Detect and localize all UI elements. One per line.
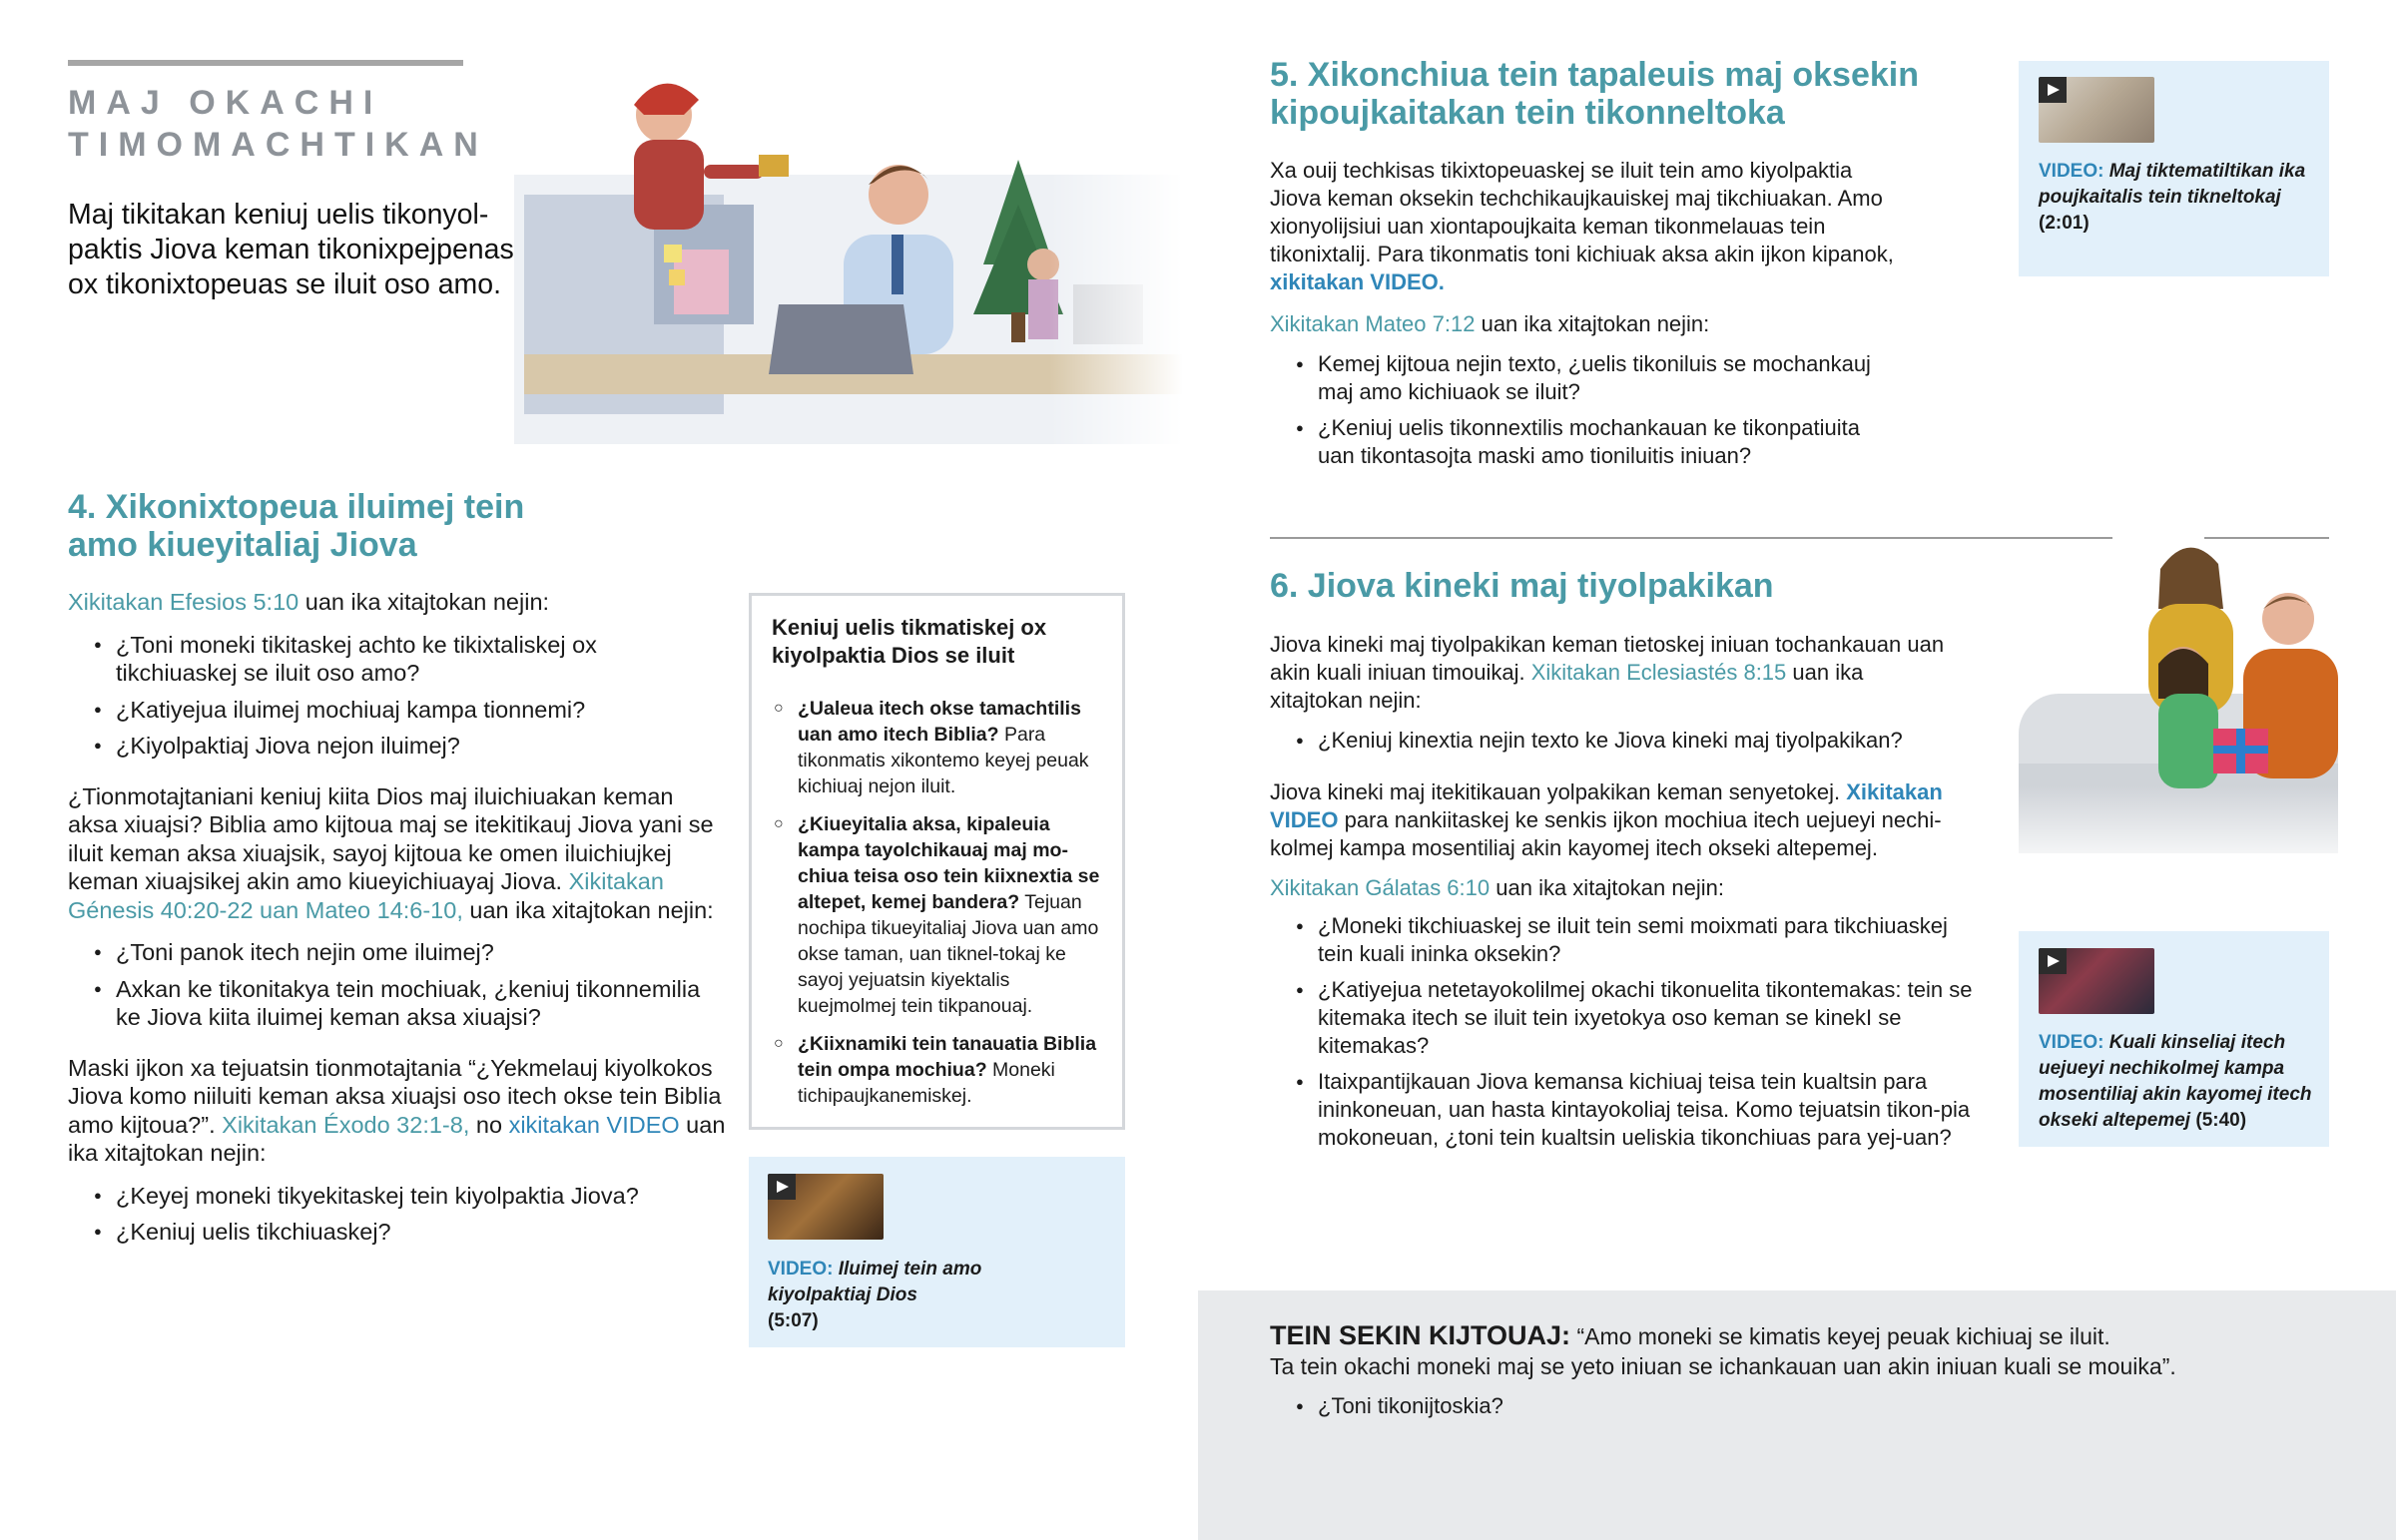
list-item: ● ¿Toni tikonijtoskia? (1270, 1392, 2268, 1420)
video-card-2[interactable] (2019, 61, 2329, 276)
scripture-link-galatas[interactable]: Xikitakan Gálatas 6:10 (1270, 875, 1491, 900)
list-item: ● ¿Katiyejua netetayokolilmej okachi tikonuelita tikontemakas: tein se kitemaka itech se iluit tein ixyetokya oso keman se kinekI se kitemakas? (1270, 976, 1979, 1060)
section6-para2-text: Jiova kineki maj itekitikauan yolpakikan keman senyetokej. (1270, 779, 1847, 804)
section5-heading (1270, 56, 1969, 132)
read1-rest: uan ika xitajtokan nejin: (299, 589, 550, 615)
sidebox-question: ¿Kiixnamiki tein tanauatia Biblia tein ompa mochiua? (798, 1033, 1097, 1081)
video-link[interactable]: Xikitakan VIDEO (1270, 779, 1943, 832)
sidebox-answer: Tejuan nochipa tikueyitaliaj Jiova uan amo okse taman, uan tiknel-tokaj ke sayoj yejuatsin kiyektalis kuejmolmej tein tikpanouaj. (798, 891, 1099, 1017)
video-duration: (5:07) (768, 1310, 819, 1331)
section5-para-text: Xa ouij techkisas tikixtopeuaskej se iluit tein amo kiyolpaktia Jiova keman oksekin techchikaujkauiskej maj tikchiuakan. Amo xionyolijsiui uan xiontapoujkaita keman tikonmelauas tein tikonixtalij. Para tikonmatis toni kichiuak aksa akin ijkon kipanok, (1270, 158, 1894, 266)
section6-read (1270, 874, 1979, 902)
para1-rest: uan ika xitajtokan nejin: (462, 896, 714, 923)
sidebox-question: ¿Kiueyitalia aksa, kipaleuia kampa tayolchikauaj maj mo-chiua teisa oso tein kiixnextia se altepet, kemej bandera? (798, 813, 1100, 913)
section6-read-rest: uan ika xitajtokan nejin: (1490, 875, 1724, 900)
para2-rest: uan ika xitajtokan nejin: (68, 1111, 726, 1166)
page-title (68, 82, 488, 166)
list-item (772, 1031, 1100, 1109)
para2-mid: no (469, 1111, 509, 1138)
video-caption (2039, 159, 2318, 237)
section6-paragraph1 (1270, 631, 1979, 715)
section4-body (68, 588, 727, 1255)
page-title-line1: MAJ OKACHI (68, 84, 383, 122)
list-item: ● ¿Keniuj kinextia nejin texto ke Jiova kineki maj tiyolpakikan? (1270, 727, 1979, 755)
scripture-link-eclesiastes[interactable]: Xikitakan Eclesiastés 8:15 (1530, 660, 1787, 685)
play-icon (2039, 77, 2067, 103)
section4-questions2 (68, 938, 727, 1032)
video-tag: VIDEO: (2039, 161, 2104, 182)
video-caption (768, 1257, 987, 1334)
list-item (772, 696, 1100, 799)
para1-text: ¿Tionmotajtaniani keniuj kiita Dios maj iluichiuakan keman aksa xiuajsi? Biblia amo kijtoua maj se itekitikauj Jiova yani se iluit keman aksa xiuajsik, sayoj kijtoua ke omen iluichiujkej keman xiuajsikej akin amo kiueyichiuayaj Jiova. (68, 782, 714, 894)
section6-questions2 (1270, 912, 1979, 1152)
play-icon (2039, 948, 2067, 974)
footer-panel (1198, 1290, 2396, 1540)
video-title: Kuali kinseliaj itech uejueyi nechikolmej kampa mosentiliaj akin kayomej itech okseki altepemej (2039, 1032, 2312, 1131)
section5-heading-line1: 5. Xikonchiua tein tapaleuis maj oksekin (1270, 56, 1920, 94)
section5-questions (1270, 350, 1909, 470)
video-title: Iluimej tein amo kiyolpaktiaj Dios (768, 1259, 982, 1305)
section6-para1-text: Jiova kineki maj tiyolpakikan keman tietoskej iniuan tochankauan uan akin kuali iniuan timouikaj. (1270, 632, 1945, 685)
section4-read1 (68, 588, 727, 617)
section4-questions3 (68, 1182, 727, 1247)
list-item: ● ¿Keyej moneki tikyekitaskej tein kiyolpaktia Jiova? (68, 1182, 727, 1211)
section6-questions1 (1270, 727, 1979, 755)
video-link[interactable]: xikitakan VIDEO. (1270, 269, 1445, 294)
list-item: ● ¿Katiyejua iluimej mochiuaj kampa tionnemi? (68, 696, 667, 725)
section4-paragraph2 (68, 1054, 727, 1168)
video-thumbnail[interactable] (768, 1174, 884, 1240)
section5-heading-line2: kipoujkaitakan tein tikonneltoka (1270, 94, 1785, 132)
video-thumbnail[interactable] (2039, 948, 2154, 1014)
list-item: ● Axkan ke tikonitakya tein mochiuak, ¿keniuj tikonnemilia ke Jiova kiita iluimej keman aksa xiuajsi? (68, 975, 727, 1032)
section6-body (1270, 631, 1979, 1160)
list-item: ● ¿Moneki tikchiuaskej se iluit tein semi moixmati para tikchiuaskej tein kuali ininka oksekin? (1270, 912, 1979, 968)
scripture-link-genesis-mateo[interactable]: Xikitakan Génesis 40:20-22 uan Mateo 14:6-10, (68, 868, 664, 923)
sidebox-question: ¿Ualeua itech okse tamachtilis uan amo itech Biblia? (798, 698, 1081, 746)
footer-quote-line2: Ta tein okachi moneki maj se yeto iniuan se ichankauan uan akin iniuan kuali se mouika”. (1270, 1353, 2176, 1379)
sidebox-answer: Moneki tichipaujkanemiskej. (798, 1059, 1055, 1107)
video-tag: VIDEO: (2039, 1032, 2104, 1053)
sidebox-answer: Para tikonmatis xikontemo keyej peuak kichiuaj nejon iluit. (798, 724, 1089, 797)
video-thumbnail[interactable] (2039, 77, 2154, 143)
section5-paragraph (1270, 157, 1909, 296)
section-divider (1270, 537, 2112, 539)
section5-body (1270, 157, 1909, 478)
section6-para2-rest: para nankiitaskej ke senkis ijkon mochiua itech uejueyi nechi-kolmej kampa mosentiliaj akin kayomej itech okseki altepemej. (1270, 807, 1942, 860)
section4-questions1 (68, 631, 727, 761)
section6-paragraph2 (1270, 778, 1979, 862)
title-rule (68, 60, 463, 66)
sidebox-list (772, 696, 1100, 1109)
para2-text: Maski ijkon xa tejuatsin tionmotajtania “¿Yekmelauj kiyolkokos Jiova komo niiluiti keman aksa xiuajsi oso itech okse tein Biblia amo kijtoua?”. (68, 1054, 722, 1138)
play-icon (768, 1174, 796, 1200)
video-link[interactable]: xikitakan VIDEO (508, 1111, 680, 1138)
scripture-link-exodo[interactable]: Xikitakan Éxodo 32:1-8, (222, 1111, 470, 1138)
video-duration: (2:01) (2039, 213, 2090, 234)
list-item (772, 811, 1100, 1019)
page-title-line2: TIMOMACHTIKAN (68, 126, 488, 164)
section5-read-rest: uan ika xitajtokan nejin: (1475, 311, 1710, 336)
footer-label: TEIN SEKIN KIJTOUAJ: (1270, 1320, 1571, 1350)
video-tag: VIDEO: (768, 1259, 834, 1280)
list-item: ● ¿Toni panok itech nejin ome iluimej? (68, 938, 727, 967)
footer-quote (1270, 1320, 2378, 1381)
sidebox (749, 593, 1125, 1130)
section6-para1-rest: uan ika xitajtokan nejin: (1270, 660, 1864, 713)
video-card-1[interactable] (749, 1157, 1125, 1347)
video-title: Maj tiktematiltikan ika poujkaitalis tein tikneltokaj (2039, 161, 2306, 208)
list-item: ● ¿Keniuj uelis tikonnextilis mochankauan ke tikonpatiuita uan tikontasojta maski amo tioniluitis iniuan? (1270, 414, 1889, 470)
list-item: ● ¿Toni moneki tikitaskej achto ke tikixtaliskej ox tikchiuaskej se iluit oso amo? (68, 631, 667, 688)
section4-heading (68, 488, 687, 564)
list-item: ● Kemej kijtoua nejin texto, ¿uelis tikoniluis se mochankauj maj amo kichiuaok se iluit? (1270, 350, 1889, 406)
section4-heading-line1: 4. Xikonixtopeua iluimej tein (68, 488, 525, 526)
video-card-3[interactable] (2019, 931, 2329, 1147)
video-caption (2039, 1030, 2318, 1134)
list-item: ● ¿Keniuj uelis tikchiuaskej? (68, 1218, 727, 1247)
scripture-link-efesios[interactable]: Xikitakan Efesios 5:10 (68, 589, 300, 615)
family-gift-illustration (2019, 524, 2338, 873)
list-item: ● ¿Kiyolpaktiaj Jiova nejon iluimej? (68, 732, 667, 761)
intro-text: Maj tikitakan keniuj uelis tikonyol-paktis Jiova keman tikonixpejpenas ox tikonixtopeuas se iluit oso amo. (68, 199, 514, 300)
footer-questions (1270, 1392, 2268, 1428)
list-item: ● Itaixpantijkauan Jiova kemansa kichiuaj teisa tein kualtsin para ininkoneuan, uan hasta kintayokoliaj teisa. Komo tejuatsin tikon-pia mokoneuan, ¿toni tein kualtsin ueliskia tikonchiuas para yej-uan? (1270, 1068, 1979, 1152)
video-duration: (5:40) (2195, 1110, 2247, 1131)
section6-heading: 6. Jiova kineki maj tiyolpakikan (1270, 567, 1774, 605)
footer-quote-line1: “Amo moneki se kimatis keyej peuak kichiuaj se iluit. (1570, 1323, 2110, 1349)
scripture-link-mateo[interactable]: Xikitakan Mateo 7:12 (1270, 311, 1476, 336)
sidebox-title: Keniuj uelis tikmatiskej ox kiyolpaktia Dios se iluit (772, 615, 1047, 668)
section4-paragraph1 (68, 782, 727, 925)
section4-heading-line2: amo kiueyitaliaj Jiova (68, 526, 417, 564)
office-gift-illustration (514, 55, 1183, 444)
section5-read (1270, 310, 1909, 338)
